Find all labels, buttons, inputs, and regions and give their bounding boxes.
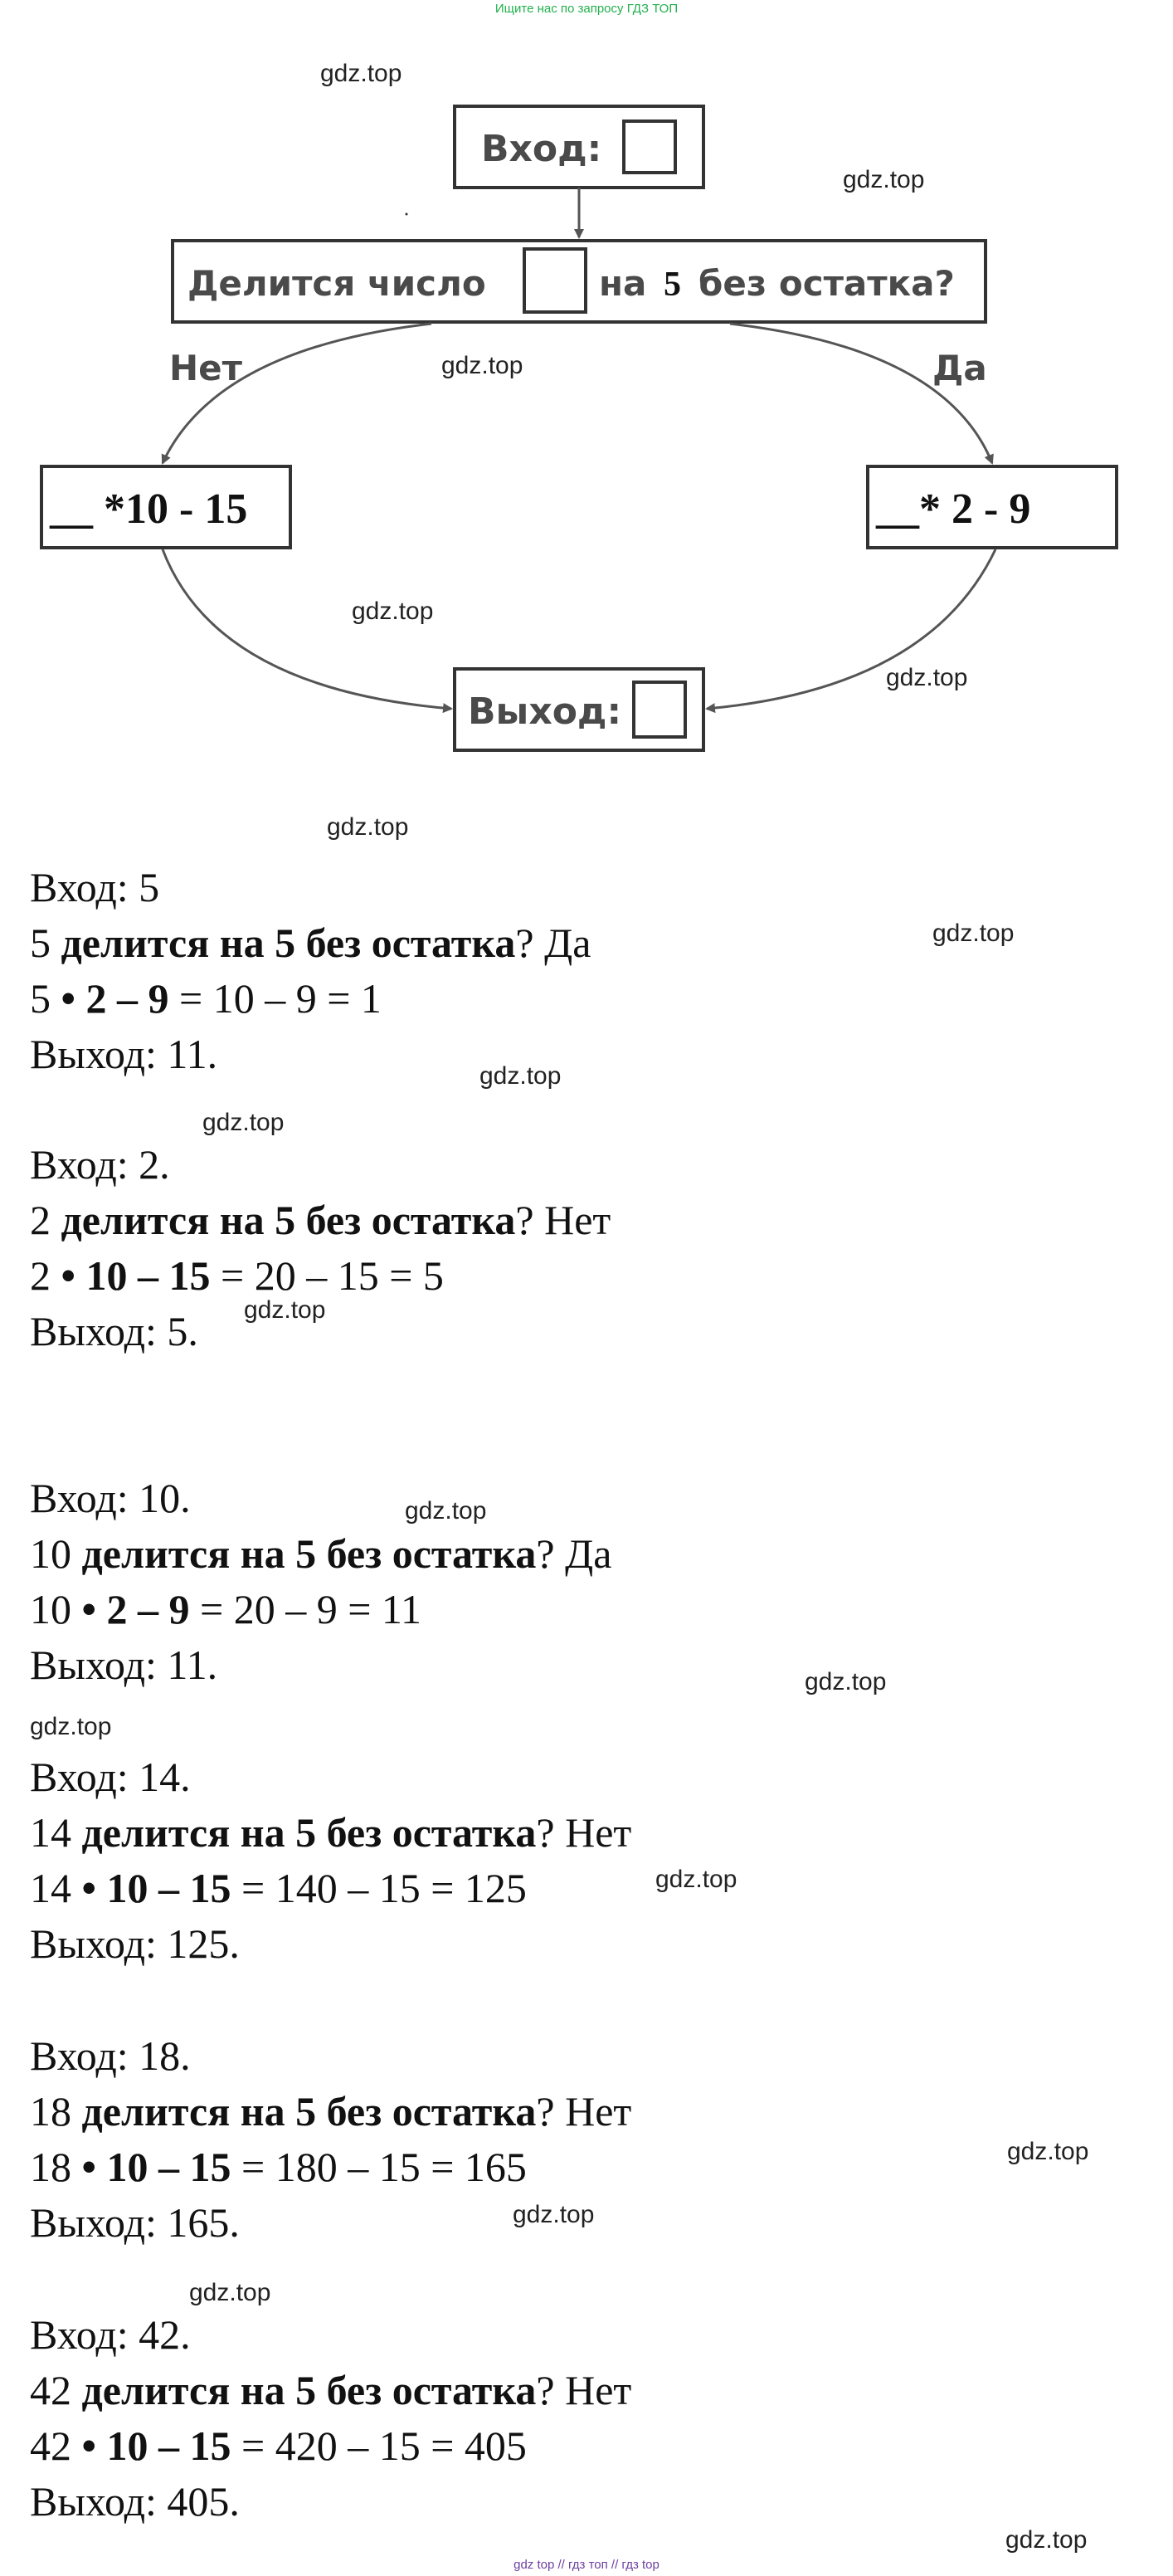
watermark: gdz.top (1007, 2138, 1089, 2165)
output-line: Выход: 405. (30, 2478, 240, 2525)
check-number: 10 (30, 1530, 71, 1577)
input-line: Вход: 18. (30, 2032, 191, 2079)
calc-result: = 10 – 9 = 1 (179, 975, 382, 1022)
calc-formula: • 10 – 15 (61, 1252, 211, 1299)
watermark: gdz.top (843, 166, 925, 193)
watermark: gdz.top (352, 598, 434, 625)
check-number: 42 (30, 2367, 71, 2413)
check-answer: ? Да (515, 920, 591, 966)
calc-number: 42 (30, 2422, 71, 2469)
input-line: Вход: 5 (30, 864, 160, 910)
watermark: gdz.top (655, 1866, 737, 1893)
check-line (30, 1805, 631, 1861)
calc-result: = 140 – 15 = 125 (241, 1865, 527, 1911)
calc-line (30, 971, 591, 1027)
check-line (30, 915, 591, 971)
output-line: Выход: 165. (30, 2199, 240, 2246)
yes-branch-formula: __* 2 - 9 (876, 485, 1031, 533)
calc-result: = 20 – 15 = 5 (221, 1252, 444, 1299)
output-line: Выход: 125. (30, 1920, 240, 1967)
calc-result: = 420 – 15 = 405 (241, 2422, 527, 2469)
no-branch-label: Нет (169, 348, 242, 388)
watermark: gdz.top (479, 1062, 562, 1090)
yes-branch-box (868, 466, 1117, 548)
calc-line (30, 2418, 631, 2474)
watermark: gdz.top (327, 813, 409, 841)
watermark: gdz.top (1005, 2526, 1088, 2554)
check-text: делится на 5 без остатка (61, 920, 516, 966)
solution-block-6 (30, 2307, 631, 2530)
question-text-na: на (599, 263, 647, 304)
check-number: 2 (30, 1197, 51, 1243)
output-box (455, 669, 703, 750)
solution-block-1 (30, 860, 591, 1082)
watermark: gdz.top (189, 2279, 271, 2306)
top-banner[interactable]: Ищите нас по запросу ГДЗ ТОП (494, 2, 679, 16)
input-line: Вход: 2. (30, 1141, 170, 1188)
check-number: 5 (30, 920, 51, 966)
question-box (173, 241, 986, 322)
calc-formula: • 10 – 15 (81, 1865, 231, 1911)
solution-block-3 (30, 1471, 611, 1693)
input-label: Вход: (481, 128, 602, 170)
input-box (455, 106, 703, 188)
input-line: Вход: 14. (30, 1754, 191, 1800)
question-text-end: без остатка? (698, 263, 955, 304)
calc-formula: • 10 – 15 (81, 2144, 231, 2190)
calc-line (30, 1582, 611, 1637)
calc-formula: • 10 – 15 (81, 2422, 231, 2469)
calc-formula: • 2 – 9 (61, 975, 169, 1022)
watermark: gdz.top (932, 920, 1015, 947)
arrow-to-yes-branch (730, 324, 992, 463)
arrow-to-no-branch (163, 324, 431, 463)
output-line: Выход: 11. (30, 1031, 218, 1077)
output-line: Выход: 5. (30, 1308, 198, 1354)
calc-result: = 20 – 9 = 11 (200, 1586, 422, 1632)
check-text: делится на 5 без остатка (81, 1809, 537, 1856)
solution-block-4 (30, 1749, 631, 1972)
no-branch-box (41, 466, 290, 548)
check-answer: ? Нет (536, 2088, 632, 2134)
output-label: Выход: (468, 690, 622, 733)
check-text: делится на 5 без остатка (81, 2088, 537, 2134)
check-number: 14 (30, 1809, 71, 1856)
watermark: gdz.top (244, 1296, 326, 1324)
solution-block-2 (30, 1137, 611, 1359)
check-text: делится на 5 без остатка (61, 1197, 516, 1243)
question-text-start: Делится число (187, 263, 486, 304)
calc-number: 2 (30, 1252, 51, 1299)
calc-number: 10 (30, 1586, 71, 1632)
check-line (30, 1526, 611, 1582)
check-line (30, 2084, 631, 2139)
flowchart-diagram (0, 83, 1173, 764)
output-slot (634, 682, 685, 737)
calc-number: 5 (30, 975, 51, 1022)
calc-number: 14 (30, 1865, 71, 1911)
watermark: gdz.top (513, 2201, 595, 2228)
arrow-no-to-output (163, 549, 451, 709)
calc-line (30, 2139, 631, 2195)
check-answer: ? Нет (515, 1197, 611, 1243)
watermark: gdz.top (441, 352, 523, 379)
input-line: Вход: 10. (30, 1475, 191, 1521)
check-text: делится на 5 без остатка (81, 1530, 537, 1577)
watermark: gdz.top (202, 1109, 285, 1136)
check-line (30, 1193, 611, 1248)
watermark: gdz.top (405, 1497, 487, 1525)
calc-formula: • 2 – 9 (81, 1586, 190, 1632)
no-branch-formula: __ *10 - 15 (50, 485, 248, 533)
check-number: 18 (30, 2088, 71, 2134)
stray-dot (406, 213, 408, 216)
check-answer: ? Нет (536, 1809, 632, 1856)
yes-branch-label: Да (932, 348, 987, 388)
question-number: 5 (664, 266, 681, 304)
calc-result: = 180 – 15 = 165 (241, 2144, 527, 2190)
check-answer: ? Да (536, 1530, 612, 1577)
input-line: Вход: 42. (30, 2311, 191, 2358)
question-slot (524, 249, 586, 312)
calc-line (30, 1861, 631, 1916)
calc-number: 18 (30, 2144, 71, 2190)
watermark: gdz.top (320, 60, 402, 87)
watermark: gdz.top (886, 664, 968, 691)
watermark: gdz.top (805, 1668, 887, 1695)
check-text: делится на 5 без остатка (81, 2367, 537, 2413)
calc-line (30, 1248, 611, 1304)
check-answer: ? Нет (536, 2367, 632, 2413)
bottom-banner[interactable]: gdz top // гдз топ // гдз top (513, 2558, 660, 2572)
check-line (30, 2363, 631, 2418)
output-line: Выход: 11. (30, 1642, 218, 1688)
input-slot (624, 121, 675, 173)
watermark: gdz.top (30, 1713, 112, 1740)
